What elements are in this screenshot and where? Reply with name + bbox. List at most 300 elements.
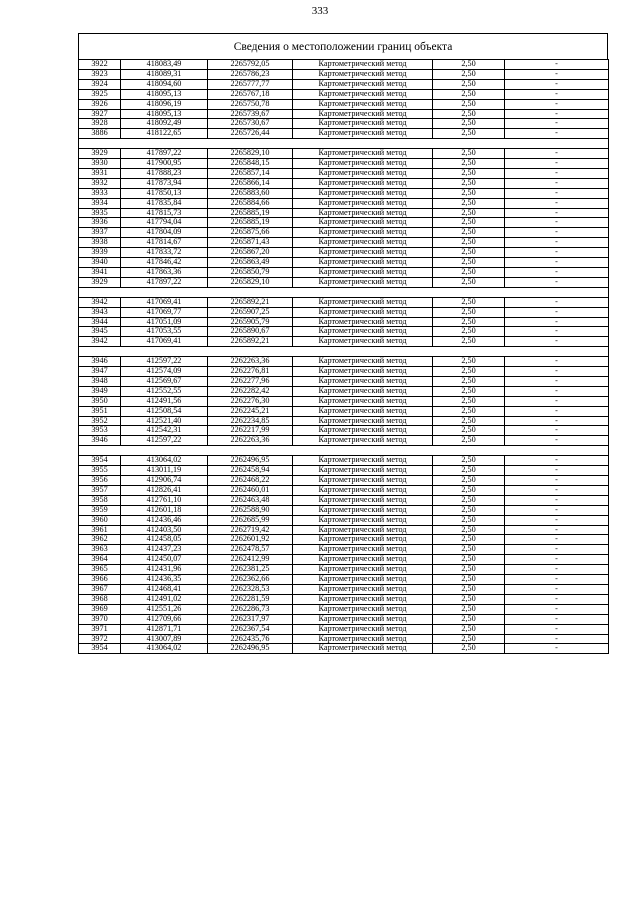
note-cell: -: [505, 79, 609, 89]
method-cell: Картометрический метод: [293, 476, 433, 486]
accuracy-cell: 2,50: [433, 248, 505, 258]
point-number-cell: 3886: [79, 129, 121, 139]
point-number-cell: 3946: [79, 357, 121, 367]
point-number-cell: 3928: [79, 119, 121, 129]
y-coordinate-cell: 2265871,43: [208, 238, 293, 248]
method-cell: Картометрический метод: [293, 485, 433, 495]
accuracy-cell: 2,50: [433, 386, 505, 396]
point-number-cell: 3961: [79, 525, 121, 535]
y-coordinate-cell: 2262277,96: [208, 376, 293, 386]
point-number-cell: 3951: [79, 406, 121, 416]
point-number-cell: 3944: [79, 317, 121, 327]
note-cell: -: [505, 188, 609, 198]
x-coordinate-cell: 412436,46: [121, 515, 208, 525]
method-cell: Картометрический метод: [293, 149, 433, 159]
x-coordinate-cell: 412491,02: [121, 594, 208, 604]
y-coordinate-cell: 2265890,67: [208, 327, 293, 337]
method-cell: Картометрический метод: [293, 277, 433, 287]
y-coordinate-cell: 2262719,42: [208, 525, 293, 535]
note-cell: -: [505, 168, 609, 178]
note-cell: -: [505, 119, 609, 129]
method-cell: Картометрический метод: [293, 555, 433, 565]
table-row: [79, 555, 609, 565]
accuracy-cell: 2,50: [433, 476, 505, 486]
y-coordinate-cell: 2265875,66: [208, 228, 293, 238]
accuracy-cell: 2,50: [433, 188, 505, 198]
method-cell: Картометрический метод: [293, 109, 433, 119]
y-coordinate-cell: 2265850,79: [208, 268, 293, 278]
x-coordinate-cell: 413007,89: [121, 634, 208, 644]
y-coordinate-cell: 2265829,10: [208, 149, 293, 159]
separator-cell: [79, 446, 609, 456]
point-number-cell: 3960: [79, 515, 121, 525]
x-coordinate-cell: 412436,35: [121, 575, 208, 585]
page-number: 333: [311, 5, 329, 17]
method-cell: Картометрический метод: [293, 535, 433, 545]
y-coordinate-cell: 2262435,76: [208, 634, 293, 644]
y-coordinate-cell: 2265905,79: [208, 317, 293, 327]
y-coordinate-cell: 2262286,73: [208, 604, 293, 614]
method-cell: Картометрический метод: [293, 208, 433, 218]
x-coordinate-cell: 412552,55: [121, 386, 208, 396]
point-number-cell: 3925: [79, 89, 121, 99]
accuracy-cell: 2,50: [433, 406, 505, 416]
y-coordinate-cell: 2265750,78: [208, 99, 293, 109]
point-number-cell: 3932: [79, 178, 121, 188]
table-row: [79, 109, 609, 119]
coordinates-table: [78, 59, 609, 654]
x-coordinate-cell: 417897,22: [121, 149, 208, 159]
point-number-cell: 3972: [79, 634, 121, 644]
method-cell: Картометрический метод: [293, 634, 433, 644]
table-row: [79, 149, 609, 159]
table-row: [79, 307, 609, 317]
note-cell: -: [505, 268, 609, 278]
method-cell: Картометрический метод: [293, 218, 433, 228]
table-row: [79, 129, 609, 139]
x-coordinate-cell: 412871,71: [121, 624, 208, 634]
table-row: [79, 218, 609, 228]
x-coordinate-cell: 417833,72: [121, 248, 208, 258]
x-coordinate-cell: 412458,05: [121, 535, 208, 545]
y-coordinate-cell: 2262463,48: [208, 495, 293, 505]
y-coordinate-cell: 2262282,42: [208, 386, 293, 396]
y-coordinate-cell: 2262685,99: [208, 515, 293, 525]
y-coordinate-cell: 2262367,54: [208, 624, 293, 634]
table-row: [79, 119, 609, 129]
accuracy-cell: 2,50: [433, 565, 505, 575]
note-cell: -: [505, 208, 609, 218]
x-coordinate-cell: 417069,41: [121, 337, 208, 347]
accuracy-cell: 2,50: [433, 376, 505, 386]
x-coordinate-cell: 412403,50: [121, 525, 208, 535]
accuracy-cell: 2,50: [433, 198, 505, 208]
y-coordinate-cell: 2262263,36: [208, 357, 293, 367]
method-cell: Картометрический метод: [293, 188, 433, 198]
x-coordinate-cell: 412468,41: [121, 584, 208, 594]
accuracy-cell: 2,50: [433, 644, 505, 654]
note-cell: -: [505, 367, 609, 377]
accuracy-cell: 2,50: [433, 159, 505, 169]
method-cell: Картометрический метод: [293, 79, 433, 89]
method-cell: Картометрический метод: [293, 624, 433, 634]
table-row: [79, 277, 609, 287]
point-number-cell: 3969: [79, 604, 121, 614]
method-cell: Картометрический метод: [293, 228, 433, 238]
accuracy-cell: 2,50: [433, 456, 505, 466]
method-cell: Картометрический метод: [293, 307, 433, 317]
accuracy-cell: 2,50: [433, 634, 505, 644]
point-number-cell: 3946: [79, 436, 121, 446]
method-cell: Картометрический метод: [293, 60, 433, 70]
table-row: [79, 258, 609, 268]
method-cell: Картометрический метод: [293, 386, 433, 396]
y-coordinate-cell: 2265885,19: [208, 218, 293, 228]
note-cell: -: [505, 545, 609, 555]
y-coordinate-cell: 2262217,99: [208, 426, 293, 436]
table-row: [79, 644, 609, 654]
table-row: [79, 436, 609, 446]
note-cell: -: [505, 327, 609, 337]
y-coordinate-cell: 2262496,95: [208, 456, 293, 466]
note-cell: -: [505, 426, 609, 436]
x-coordinate-cell: 413064,02: [121, 456, 208, 466]
note-cell: -: [505, 456, 609, 466]
method-cell: Картометрический метод: [293, 248, 433, 258]
table-row: [79, 456, 609, 466]
note-cell: -: [505, 594, 609, 604]
accuracy-cell: 2,50: [433, 416, 505, 426]
note-cell: -: [505, 149, 609, 159]
x-coordinate-cell: 417863,36: [121, 268, 208, 278]
note-cell: -: [505, 129, 609, 139]
note-cell: -: [505, 485, 609, 495]
method-cell: Картометрический метод: [293, 178, 433, 188]
table-row: [79, 327, 609, 337]
accuracy-cell: 2,50: [433, 505, 505, 515]
y-coordinate-cell: 2262328,53: [208, 584, 293, 594]
y-coordinate-cell: 2262468,22: [208, 476, 293, 486]
x-coordinate-cell: 417888,23: [121, 168, 208, 178]
method-cell: Картометрический метод: [293, 436, 433, 446]
point-number-cell: 3929: [79, 149, 121, 159]
accuracy-cell: 2,50: [433, 208, 505, 218]
accuracy-cell: 2,50: [433, 535, 505, 545]
table-row: [79, 198, 609, 208]
y-coordinate-cell: 2262381,25: [208, 565, 293, 575]
point-number-cell: 3955: [79, 466, 121, 476]
group-separator-row: [79, 139, 609, 149]
table-row: [79, 337, 609, 347]
table-row: [79, 584, 609, 594]
note-cell: -: [505, 60, 609, 70]
y-coordinate-cell: 2265857,14: [208, 168, 293, 178]
method-cell: Картометрический метод: [293, 357, 433, 367]
x-coordinate-cell: 417873,94: [121, 178, 208, 188]
accuracy-cell: 2,50: [433, 357, 505, 367]
table-row: [79, 614, 609, 624]
group-separator-row: [79, 446, 609, 456]
accuracy-cell: 2,50: [433, 297, 505, 307]
point-number-cell: 3922: [79, 60, 121, 70]
accuracy-cell: 2,50: [433, 466, 505, 476]
note-cell: -: [505, 634, 609, 644]
x-coordinate-cell: 417051,09: [121, 317, 208, 327]
accuracy-cell: 2,50: [433, 555, 505, 565]
note-cell: -: [505, 644, 609, 654]
group-separator-row: [79, 287, 609, 297]
accuracy-cell: 2,50: [433, 268, 505, 278]
x-coordinate-cell: 417897,22: [121, 277, 208, 287]
method-cell: Картометрический метод: [293, 317, 433, 327]
note-cell: -: [505, 575, 609, 585]
y-coordinate-cell: 2262478,57: [208, 545, 293, 555]
y-coordinate-cell: 2265739,67: [208, 109, 293, 119]
note-cell: -: [505, 535, 609, 545]
table-row: [79, 69, 609, 79]
note-cell: -: [505, 198, 609, 208]
point-number-cell: 3943: [79, 307, 121, 317]
accuracy-cell: 2,50: [433, 575, 505, 585]
table-row: [79, 416, 609, 426]
accuracy-cell: 2,50: [433, 604, 505, 614]
accuracy-cell: 2,50: [433, 307, 505, 317]
x-coordinate-cell: 418083,49: [121, 60, 208, 70]
accuracy-cell: 2,50: [433, 426, 505, 436]
note-cell: -: [505, 99, 609, 109]
point-number-cell: 3962: [79, 535, 121, 545]
method-cell: Картометрический метод: [293, 456, 433, 466]
point-number-cell: 3968: [79, 594, 121, 604]
accuracy-cell: 2,50: [433, 69, 505, 79]
accuracy-cell: 2,50: [433, 258, 505, 268]
accuracy-cell: 2,50: [433, 594, 505, 604]
method-cell: Картометрический метод: [293, 545, 433, 555]
table-row: [79, 386, 609, 396]
method-cell: Картометрический метод: [293, 268, 433, 278]
table-row: [79, 575, 609, 585]
table-row: [79, 396, 609, 406]
point-number-cell: 3924: [79, 79, 121, 89]
accuracy-cell: 2,50: [433, 614, 505, 624]
table-row: [79, 485, 609, 495]
y-coordinate-cell: 2265885,19: [208, 208, 293, 218]
method-cell: Картометрический метод: [293, 644, 433, 654]
table-row: [79, 357, 609, 367]
x-coordinate-cell: 417835,84: [121, 198, 208, 208]
accuracy-cell: 2,50: [433, 168, 505, 178]
method-cell: Картометрический метод: [293, 594, 433, 604]
point-number-cell: 3971: [79, 624, 121, 634]
point-number-cell: 3958: [79, 495, 121, 505]
point-number-cell: 3929: [79, 277, 121, 287]
y-coordinate-cell: 2262234,85: [208, 416, 293, 426]
note-cell: -: [505, 89, 609, 99]
x-coordinate-cell: 417814,67: [121, 238, 208, 248]
point-number-cell: 3942: [79, 337, 121, 347]
point-number-cell: 3967: [79, 584, 121, 594]
table-row: [79, 178, 609, 188]
table-row: [79, 168, 609, 178]
x-coordinate-cell: 418095,13: [121, 109, 208, 119]
table-row: [79, 60, 609, 70]
point-number-cell: 3963: [79, 545, 121, 555]
y-coordinate-cell: 2265892,21: [208, 297, 293, 307]
method-cell: Картометрический метод: [293, 525, 433, 535]
point-number-cell: 3949: [79, 386, 121, 396]
method-cell: Картометрический метод: [293, 575, 433, 585]
note-cell: -: [505, 297, 609, 307]
accuracy-cell: 2,50: [433, 277, 505, 287]
table-row: [79, 188, 609, 198]
y-coordinate-cell: 2262362,66: [208, 575, 293, 585]
accuracy-cell: 2,50: [433, 89, 505, 99]
x-coordinate-cell: 412601,18: [121, 505, 208, 515]
table-row: [79, 565, 609, 575]
point-number-cell: 3941: [79, 268, 121, 278]
x-coordinate-cell: 417804,09: [121, 228, 208, 238]
point-number-cell: 3934: [79, 198, 121, 208]
table-row: [79, 604, 609, 614]
accuracy-cell: 2,50: [433, 327, 505, 337]
accuracy-cell: 2,50: [433, 545, 505, 555]
y-coordinate-cell: 2262601,92: [208, 535, 293, 545]
note-cell: -: [505, 614, 609, 624]
accuracy-cell: 2,50: [433, 367, 505, 377]
point-number-cell: 3930: [79, 159, 121, 169]
note-cell: -: [505, 406, 609, 416]
note-cell: -: [505, 584, 609, 594]
method-cell: Картометрический метод: [293, 396, 433, 406]
accuracy-cell: 2,50: [433, 436, 505, 446]
method-cell: Картометрический метод: [293, 129, 433, 139]
group-separator-row: [79, 347, 609, 357]
accuracy-cell: 2,50: [433, 99, 505, 109]
table-row: [79, 406, 609, 416]
point-number-cell: 3954: [79, 644, 121, 654]
point-number-cell: 3952: [79, 416, 121, 426]
note-cell: -: [505, 159, 609, 169]
y-coordinate-cell: 2265892,21: [208, 337, 293, 347]
x-coordinate-cell: 413011,19: [121, 466, 208, 476]
table-row: [79, 495, 609, 505]
y-coordinate-cell: 2265829,10: [208, 277, 293, 287]
point-number-cell: 3947: [79, 367, 121, 377]
point-number-cell: 3964: [79, 555, 121, 565]
note-cell: -: [505, 396, 609, 406]
accuracy-cell: 2,50: [433, 60, 505, 70]
note-cell: -: [505, 436, 609, 446]
note-cell: -: [505, 466, 609, 476]
method-cell: Картометрический метод: [293, 515, 433, 525]
y-coordinate-cell: 2265726,44: [208, 129, 293, 139]
y-coordinate-cell: 2265767,18: [208, 89, 293, 99]
method-cell: Картометрический метод: [293, 426, 433, 436]
method-cell: Картометрический метод: [293, 69, 433, 79]
x-coordinate-cell: 412597,22: [121, 357, 208, 367]
x-coordinate-cell: 417846,42: [121, 258, 208, 268]
table-row: [79, 367, 609, 377]
y-coordinate-cell: 2262263,36: [208, 436, 293, 446]
table-row: [79, 515, 609, 525]
accuracy-cell: 2,50: [433, 584, 505, 594]
x-coordinate-cell: 417850,13: [121, 188, 208, 198]
y-coordinate-cell: 2265866,14: [208, 178, 293, 188]
table-row: [79, 476, 609, 486]
separator-cell: [79, 347, 609, 357]
x-coordinate-cell: 412450,07: [121, 555, 208, 565]
table-row: [79, 426, 609, 436]
x-coordinate-cell: 418095,13: [121, 89, 208, 99]
x-coordinate-cell: 417069,77: [121, 307, 208, 317]
x-coordinate-cell: 412709,66: [121, 614, 208, 624]
table-title: Сведения о местоположении границ объекта: [78, 33, 608, 59]
method-cell: Картометрический метод: [293, 614, 433, 624]
x-coordinate-cell: 418122,65: [121, 129, 208, 139]
note-cell: -: [505, 228, 609, 238]
table-row: [79, 317, 609, 327]
coordinates-sheet: [78, 33, 608, 654]
point-number-cell: 3927: [79, 109, 121, 119]
x-coordinate-cell: 418094,60: [121, 79, 208, 89]
table-row: [79, 466, 609, 476]
table-row: [79, 238, 609, 248]
y-coordinate-cell: 2262276,81: [208, 367, 293, 377]
accuracy-cell: 2,50: [433, 495, 505, 505]
method-cell: Картометрический метод: [293, 89, 433, 99]
note-cell: -: [505, 376, 609, 386]
y-coordinate-cell: 2265863,49: [208, 258, 293, 268]
y-coordinate-cell: 2265730,67: [208, 119, 293, 129]
point-number-cell: 3950: [79, 396, 121, 406]
note-cell: -: [505, 258, 609, 268]
note-cell: -: [505, 238, 609, 248]
table-row: [79, 208, 609, 218]
note-cell: -: [505, 386, 609, 396]
point-number-cell: 3953: [79, 426, 121, 436]
x-coordinate-cell: 412521,40: [121, 416, 208, 426]
point-number-cell: 3959: [79, 505, 121, 515]
accuracy-cell: 2,50: [433, 485, 505, 495]
table-row: [79, 505, 609, 515]
accuracy-cell: 2,50: [433, 337, 505, 347]
note-cell: -: [505, 505, 609, 515]
table-row: [79, 99, 609, 109]
x-coordinate-cell: 412437,23: [121, 545, 208, 555]
separator-cell: [79, 139, 609, 149]
y-coordinate-cell: 2265884,66: [208, 198, 293, 208]
note-cell: -: [505, 307, 609, 317]
note-cell: -: [505, 109, 609, 119]
note-cell: -: [505, 357, 609, 367]
y-coordinate-cell: 2262412,99: [208, 555, 293, 565]
note-cell: -: [505, 218, 609, 228]
point-number-cell: 3948: [79, 376, 121, 386]
x-coordinate-cell: 417069,41: [121, 297, 208, 307]
x-coordinate-cell: 417794,04: [121, 218, 208, 228]
accuracy-cell: 2,50: [433, 79, 505, 89]
point-number-cell: 3956: [79, 476, 121, 486]
point-number-cell: 3923: [79, 69, 121, 79]
note-cell: -: [505, 515, 609, 525]
x-coordinate-cell: 412508,54: [121, 406, 208, 416]
accuracy-cell: 2,50: [433, 624, 505, 634]
y-coordinate-cell: 2265786,23: [208, 69, 293, 79]
accuracy-cell: 2,50: [433, 129, 505, 139]
point-number-cell: 3933: [79, 188, 121, 198]
method-cell: Картометрический метод: [293, 367, 433, 377]
y-coordinate-cell: 2262317,97: [208, 614, 293, 624]
